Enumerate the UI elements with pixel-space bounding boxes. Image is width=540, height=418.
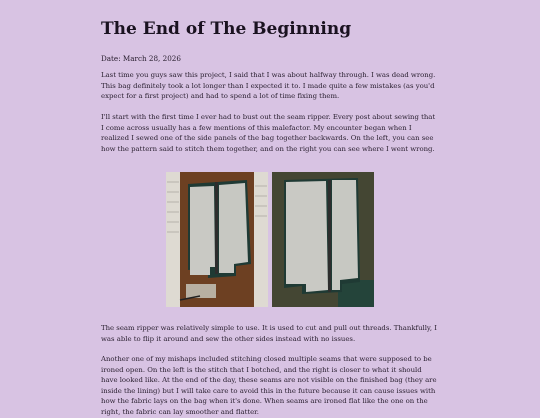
- paragraph-mishaps: Another one of my mishaps included stitching closed multiple seams that were supposed to be ironed open. On the left is the stitch that I botched, and the right is closer to what it should have looked like. At the end of the day, these seams are not visible on the finished bag (they are inside the lining) but I will take care to avoid this in the future because it can cause issues with how the fabric lays on the bag when it's done. When seams are ironed flat like the one on the right, the fabric can lay smoother and flatter.: [101, 355, 437, 416]
- photo-pattern-correct: [166, 172, 268, 307]
- paragraph-seam-ripper-use: The seam ripper was relatively simple to use. It is used to cut and pull out threads. Thankfully, I was able to flip it around and sew the other sides instead with no issues.: [101, 324, 437, 343]
- photo-pattern-mistake: [272, 172, 374, 307]
- post-title: The End of The Beginning: [101, 19, 352, 39]
- fabric-panel-photo-icon: [272, 172, 374, 307]
- fabric-panel-photo-icon: [166, 172, 268, 307]
- paragraph-seam-ripper: I'll start with the first time I ever had to bust out the seam ripper. Every post about sewing that I come across usually has a few mentions of this malefactor. My encounter began when I realized I sewed one of the side panels of the bag together backwards. On the left, you can see how the pattern said to stitch them together, and on the right you can see where I went wrong.: [101, 113, 436, 153]
- post-date: Date: March 28, 2026: [101, 54, 181, 63]
- paragraph-intro: Last time you guys saw this project, I said that I was about halfway through. I was dead wrong. This bag definitely took a lot longer than I expected it to. I made quite a few mistakes (as you'd expect for a first project) and had to spend a lot of time fixing them.: [101, 71, 436, 101]
- photo-pair: [166, 172, 374, 307]
